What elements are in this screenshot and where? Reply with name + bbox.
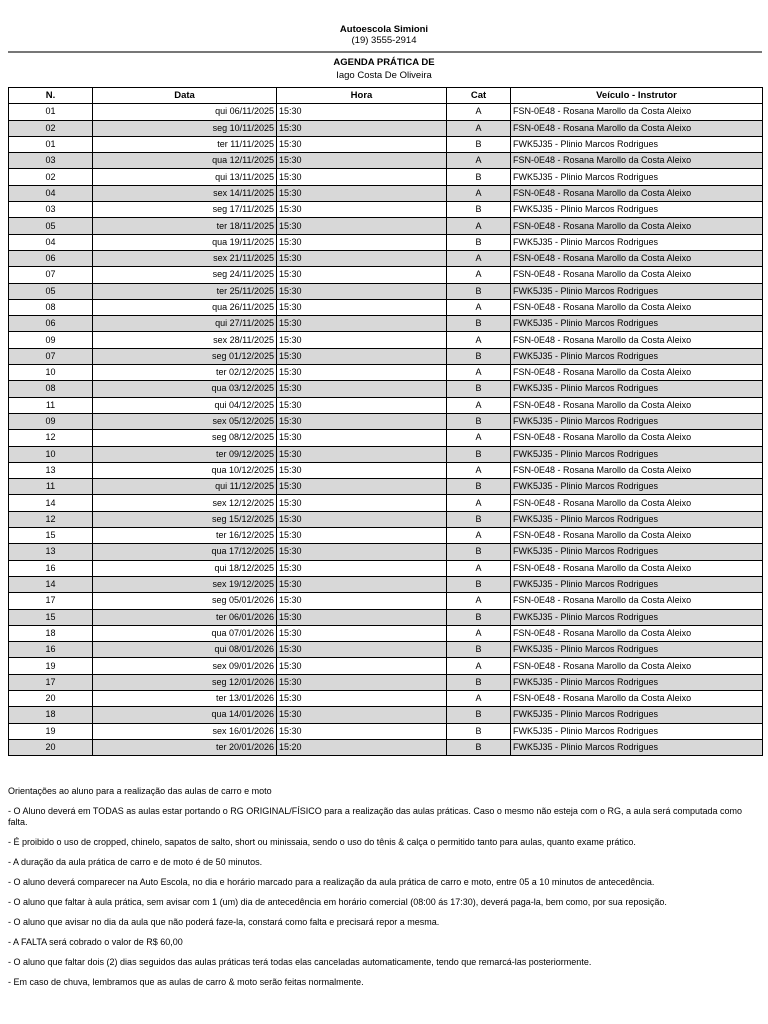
cell-number: 15 xyxy=(9,528,93,544)
cell-number: 19 xyxy=(9,658,93,674)
cell-category: A xyxy=(447,153,511,169)
guideline-item: - O aluno que faltar dois (2) dias seguidos das aulas práticas terá todas elas canceladas automaticamente, tendo que remarcá-las posteriormente. xyxy=(8,957,592,967)
cell-number: 07 xyxy=(9,267,93,283)
guideline-item: - O aluno que avisar no dia da aula que não poderá faze-la, constará como falta e precisará repor a mesma. xyxy=(8,917,440,927)
cell-vehicle-instructor: FSN-0E48 - Rosana Marollo da Costa Aleixo xyxy=(511,185,763,201)
cell-date: sex 09/01/2026 xyxy=(93,658,277,674)
cell-category: B xyxy=(447,283,511,299)
cell-time: 15:30 xyxy=(277,576,447,592)
cell-time: 15:30 xyxy=(277,430,447,446)
column-header-time: Hora xyxy=(277,88,447,104)
cell-date: ter 09/12/2025 xyxy=(93,446,277,462)
cell-number: 09 xyxy=(9,413,93,429)
cell-date: seg 05/01/2026 xyxy=(93,593,277,609)
cell-time: 15:30 xyxy=(277,153,447,169)
table-row xyxy=(9,707,763,723)
cell-time: 15:30 xyxy=(277,185,447,201)
cell-number: 10 xyxy=(9,446,93,462)
cell-date: sex 28/11/2025 xyxy=(93,332,277,348)
cell-category: A xyxy=(447,528,511,544)
cell-vehicle-instructor: FSN-0E48 - Rosana Marollo da Costa Aleixo xyxy=(511,299,763,315)
cell-date: qui 27/11/2025 xyxy=(93,316,277,332)
cell-vehicle-instructor: FSN-0E48 - Rosana Marollo da Costa Aleixo xyxy=(511,430,763,446)
cell-category: B xyxy=(447,609,511,625)
table-row xyxy=(9,528,763,544)
cell-category: A xyxy=(447,185,511,201)
cell-category: B xyxy=(447,316,511,332)
cell-date: seg 10/11/2025 xyxy=(93,120,277,136)
cell-vehicle-instructor: FWK5J35 - Plinio Marcos Rodrigues xyxy=(511,642,763,658)
cell-date: qui 04/12/2025 xyxy=(93,397,277,413)
school-name: Autoescola Simioni xyxy=(339,24,429,35)
table-row xyxy=(9,642,763,658)
cell-category: A xyxy=(447,593,511,609)
cell-number: 11 xyxy=(9,479,93,495)
cell-number: 07 xyxy=(9,348,93,364)
cell-vehicle-instructor: FSN-0E48 - Rosana Marollo da Costa Aleixo xyxy=(511,528,763,544)
cell-number: 15 xyxy=(9,609,93,625)
cell-vehicle-instructor: FSN-0E48 - Rosana Marollo da Costa Aleixo xyxy=(511,104,763,120)
cell-date: qua 26/11/2025 xyxy=(93,299,277,315)
cell-vehicle-instructor: FSN-0E48 - Rosana Marollo da Costa Aleixo xyxy=(511,332,763,348)
cell-date: ter 13/01/2026 xyxy=(93,690,277,706)
student-guidelines xyxy=(8,786,760,997)
cell-date: qui 06/11/2025 xyxy=(93,104,277,120)
cell-vehicle-instructor: FSN-0E48 - Rosana Marollo da Costa Aleixo xyxy=(511,120,763,136)
table-row xyxy=(9,202,763,218)
cell-number: 19 xyxy=(9,723,93,739)
cell-category: A xyxy=(447,104,511,120)
cell-category: B xyxy=(447,413,511,429)
cell-time: 15:30 xyxy=(277,234,447,250)
cell-time: 15:30 xyxy=(277,136,447,152)
cell-date: qua 17/12/2025 xyxy=(93,544,277,560)
table-row xyxy=(9,250,763,266)
guideline-item: - Em caso de chuva, lembramos que as aulas de carro & moto serão feitas normalmente. xyxy=(8,977,364,987)
guideline-item: - A FALTA será cobrado o valor de R$ 60,00 xyxy=(8,937,183,947)
cell-vehicle-instructor: FWK5J35 - Plinio Marcos Rodrigues xyxy=(511,707,763,723)
table-row xyxy=(9,299,763,315)
cell-time: 15:30 xyxy=(277,495,447,511)
cell-date: seg 12/01/2026 xyxy=(93,674,277,690)
cell-time: 15:30 xyxy=(277,690,447,706)
cell-number: 06 xyxy=(9,250,93,266)
cell-category: A xyxy=(447,658,511,674)
cell-time: 15:20 xyxy=(277,739,447,755)
header-divider xyxy=(8,51,762,53)
cell-time: 15:30 xyxy=(277,202,447,218)
cell-vehicle-instructor: FWK5J35 - Plinio Marcos Rodrigues xyxy=(511,283,763,299)
cell-vehicle-instructor: FSN-0E48 - Rosana Marollo da Costa Aleixo xyxy=(511,658,763,674)
cell-time: 15:30 xyxy=(277,316,447,332)
table-row xyxy=(9,674,763,690)
table-row xyxy=(9,218,763,234)
cell-category: A xyxy=(447,495,511,511)
cell-number: 12 xyxy=(9,511,93,527)
table-row xyxy=(9,723,763,739)
column-header-date: Data xyxy=(93,88,277,104)
cell-vehicle-instructor: FWK5J35 - Plinio Marcos Rodrigues xyxy=(511,674,763,690)
cell-category: B xyxy=(447,723,511,739)
agenda-title: AGENDA PRÁTICA DE xyxy=(333,57,435,68)
cell-vehicle-instructor: FSN-0E48 - Rosana Marollo da Costa Aleixo xyxy=(511,365,763,381)
cell-number: 13 xyxy=(9,544,93,560)
cell-category: B xyxy=(447,136,511,152)
cell-time: 15:30 xyxy=(277,413,447,429)
cell-date: ter 16/12/2025 xyxy=(93,528,277,544)
cell-vehicle-instructor: FSN-0E48 - Rosana Marollo da Costa Aleixo xyxy=(511,495,763,511)
cell-vehicle-instructor: FSN-0E48 - Rosana Marollo da Costa Aleixo xyxy=(511,153,763,169)
cell-category: B xyxy=(447,576,511,592)
guideline-item: - A duração da aula prática de carro e de moto é de 50 minutos. xyxy=(8,857,263,867)
cell-number: 20 xyxy=(9,739,93,755)
cell-time: 15:30 xyxy=(277,397,447,413)
cell-category: A xyxy=(447,267,511,283)
table-row xyxy=(9,283,763,299)
cell-time: 15:30 xyxy=(277,609,447,625)
cell-date: sex 05/12/2025 xyxy=(93,413,277,429)
cell-time: 15:30 xyxy=(277,658,447,674)
cell-time: 15:30 xyxy=(277,104,447,120)
column-header-number: N. xyxy=(9,88,93,104)
table-row xyxy=(9,332,763,348)
cell-date: seg 17/11/2025 xyxy=(93,202,277,218)
table-row xyxy=(9,430,763,446)
cell-vehicle-instructor: FSN-0E48 - Rosana Marollo da Costa Aleixo xyxy=(511,250,763,266)
cell-category: B xyxy=(447,479,511,495)
cell-number: 06 xyxy=(9,316,93,332)
cell-vehicle-instructor: FSN-0E48 - Rosana Marollo da Costa Aleixo xyxy=(511,267,763,283)
table-row xyxy=(9,625,763,641)
table-row xyxy=(9,365,763,381)
cell-vehicle-instructor: FSN-0E48 - Rosana Marollo da Costa Aleixo xyxy=(511,462,763,478)
cell-time: 15:30 xyxy=(277,511,447,527)
cell-number: 03 xyxy=(9,153,93,169)
guidelines-heading: Orientações ao aluno para a realização das aulas de carro e moto xyxy=(8,786,272,796)
cell-date: qui 13/11/2025 xyxy=(93,169,277,185)
cell-number: 04 xyxy=(9,234,93,250)
cell-number: 17 xyxy=(9,593,93,609)
cell-vehicle-instructor: FWK5J35 - Plinio Marcos Rodrigues xyxy=(511,544,763,560)
cell-category: A xyxy=(447,690,511,706)
cell-category: A xyxy=(447,299,511,315)
cell-number: 03 xyxy=(9,202,93,218)
cell-time: 15:30 xyxy=(277,381,447,397)
cell-date: sex 14/11/2025 xyxy=(93,185,277,201)
cell-vehicle-instructor: FWK5J35 - Plinio Marcos Rodrigues xyxy=(511,202,763,218)
cell-number: 16 xyxy=(9,642,93,658)
cell-number: 08 xyxy=(9,299,93,315)
cell-number: 18 xyxy=(9,625,93,641)
cell-date: qua 07/01/2026 xyxy=(93,625,277,641)
cell-time: 15:30 xyxy=(277,218,447,234)
table-row xyxy=(9,397,763,413)
table-row xyxy=(9,104,763,120)
cell-number: 11 xyxy=(9,397,93,413)
table-row xyxy=(9,234,763,250)
table-row xyxy=(9,316,763,332)
cell-category: A xyxy=(447,397,511,413)
cell-vehicle-instructor: FWK5J35 - Plinio Marcos Rodrigues xyxy=(511,169,763,185)
cell-time: 15:30 xyxy=(277,625,447,641)
cell-time: 15:30 xyxy=(277,348,447,364)
cell-time: 15:30 xyxy=(277,674,447,690)
cell-category: A xyxy=(447,625,511,641)
cell-date: seg 01/12/2025 xyxy=(93,348,277,364)
table-row xyxy=(9,609,763,625)
cell-number: 05 xyxy=(9,218,93,234)
schedule-table-body xyxy=(9,104,763,756)
table-row xyxy=(9,690,763,706)
cell-time: 15:30 xyxy=(277,283,447,299)
table-row xyxy=(9,544,763,560)
cell-vehicle-instructor: FSN-0E48 - Rosana Marollo da Costa Aleixo xyxy=(511,625,763,641)
table-row xyxy=(9,495,763,511)
cell-category: B xyxy=(447,511,511,527)
cell-vehicle-instructor: FWK5J35 - Plinio Marcos Rodrigues xyxy=(511,348,763,364)
cell-category: A xyxy=(447,120,511,136)
cell-category: A xyxy=(447,462,511,478)
schedule-table xyxy=(8,87,763,756)
cell-category: B xyxy=(447,234,511,250)
table-row xyxy=(9,479,763,495)
column-header-vehicle-instructor: Veículo - Instrutor xyxy=(511,88,763,104)
cell-number: 17 xyxy=(9,674,93,690)
student-name: Iago Costa De Oliveira xyxy=(336,70,432,81)
cell-number: 02 xyxy=(9,120,93,136)
cell-category: B xyxy=(447,544,511,560)
cell-vehicle-instructor: FWK5J35 - Plinio Marcos Rodrigues xyxy=(511,234,763,250)
cell-date: sex 21/11/2025 xyxy=(93,250,277,266)
cell-vehicle-instructor: FWK5J35 - Plinio Marcos Rodrigues xyxy=(511,511,763,527)
cell-number: 02 xyxy=(9,169,93,185)
table-row xyxy=(9,511,763,527)
cell-date: qui 18/12/2025 xyxy=(93,560,277,576)
cell-time: 15:30 xyxy=(277,267,447,283)
cell-time: 15:30 xyxy=(277,593,447,609)
guideline-item: - É proibido o uso de cropped, chinelo, sapatos de salto, short ou minissaia, sendo o uso do tênis & calça o permitido tanto para aulas, quanto exame prático. xyxy=(8,837,636,847)
cell-date: sex 16/01/2026 xyxy=(93,723,277,739)
table-row xyxy=(9,593,763,609)
cell-category: B xyxy=(447,739,511,755)
cell-number: 12 xyxy=(9,430,93,446)
cell-time: 15:30 xyxy=(277,250,447,266)
table-row xyxy=(9,658,763,674)
cell-date: qui 11/12/2025 xyxy=(93,479,277,495)
cell-time: 15:30 xyxy=(277,446,447,462)
cell-number: 01 xyxy=(9,136,93,152)
table-row xyxy=(9,576,763,592)
cell-vehicle-instructor: FWK5J35 - Plinio Marcos Rodrigues xyxy=(511,446,763,462)
cell-date: ter 25/11/2025 xyxy=(93,283,277,299)
cell-category: A xyxy=(447,332,511,348)
cell-time: 15:30 xyxy=(277,528,447,544)
cell-category: A xyxy=(447,430,511,446)
guideline-item: - O aluno que faltar à aula prática, sem avisar com 1 (um) dia de antecedência em horário comercial (08:00 ás 17:30), deverá paga-la, bem como, por sua reposição. xyxy=(8,897,667,907)
cell-time: 15:30 xyxy=(277,365,447,381)
cell-date: sex 12/12/2025 xyxy=(93,495,277,511)
cell-date: ter 11/11/2025 xyxy=(93,136,277,152)
cell-number: 10 xyxy=(9,365,93,381)
cell-category: B xyxy=(447,674,511,690)
cell-vehicle-instructor: FSN-0E48 - Rosana Marollo da Costa Aleixo xyxy=(511,397,763,413)
table-row xyxy=(9,462,763,478)
cell-date: qua 14/01/2026 xyxy=(93,707,277,723)
table-row xyxy=(9,120,763,136)
cell-time: 15:30 xyxy=(277,544,447,560)
cell-category: B xyxy=(447,381,511,397)
guideline-item: - O Aluno deverá em TODAS as aulas estar portando o RG ORIGINAL/FÍSICO para a realização das aulas práticas. Caso o mesmo não esteja com o RG, a aula será computada como falta. xyxy=(8,806,743,827)
cell-number: 14 xyxy=(9,576,93,592)
cell-time: 15:30 xyxy=(277,707,447,723)
guideline-item: - O aluno deverá comparecer na Auto Escola, no dia e horário marcado para a realização da aula prática de carro e moto, entre 05 a 10 minutos de antecedência. xyxy=(8,877,655,887)
cell-date: sex 19/12/2025 xyxy=(93,576,277,592)
cell-time: 15:30 xyxy=(277,723,447,739)
cell-category: B xyxy=(447,642,511,658)
cell-vehicle-instructor: FWK5J35 - Plinio Marcos Rodrigues xyxy=(511,609,763,625)
cell-category: A xyxy=(447,560,511,576)
school-phone: (19) 3555-2914 xyxy=(351,35,417,46)
cell-category: A xyxy=(447,218,511,234)
cell-time: 15:30 xyxy=(277,332,447,348)
table-row xyxy=(9,560,763,576)
cell-number: 04 xyxy=(9,185,93,201)
cell-time: 15:30 xyxy=(277,560,447,576)
cell-number: 05 xyxy=(9,283,93,299)
cell-number: 13 xyxy=(9,462,93,478)
cell-vehicle-instructor: FSN-0E48 - Rosana Marollo da Costa Aleixo xyxy=(511,690,763,706)
table-row xyxy=(9,136,763,152)
cell-time: 15:30 xyxy=(277,462,447,478)
cell-time: 15:30 xyxy=(277,120,447,136)
cell-date: ter 06/01/2026 xyxy=(93,609,277,625)
cell-category: B xyxy=(447,446,511,462)
cell-vehicle-instructor: FWK5J35 - Plinio Marcos Rodrigues xyxy=(511,739,763,755)
column-header-category: Cat xyxy=(447,88,511,104)
cell-date: ter 02/12/2025 xyxy=(93,365,277,381)
cell-vehicle-instructor: FWK5J35 - Plinio Marcos Rodrigues xyxy=(511,413,763,429)
cell-number: 09 xyxy=(9,332,93,348)
cell-date: qua 19/11/2025 xyxy=(93,234,277,250)
cell-category: A xyxy=(447,365,511,381)
table-row xyxy=(9,413,763,429)
cell-number: 14 xyxy=(9,495,93,511)
cell-vehicle-instructor: FWK5J35 - Plinio Marcos Rodrigues xyxy=(511,479,763,495)
cell-date: ter 18/11/2025 xyxy=(93,218,277,234)
cell-date: seg 24/11/2025 xyxy=(93,267,277,283)
cell-category: B xyxy=(447,348,511,364)
cell-time: 15:30 xyxy=(277,299,447,315)
cell-date: qua 12/11/2025 xyxy=(93,153,277,169)
cell-time: 15:30 xyxy=(277,479,447,495)
table-row xyxy=(9,381,763,397)
cell-date: seg 08/12/2025 xyxy=(93,430,277,446)
cell-date: qui 08/01/2026 xyxy=(93,642,277,658)
cell-category: B xyxy=(447,707,511,723)
cell-vehicle-instructor: FWK5J35 - Plinio Marcos Rodrigues xyxy=(511,576,763,592)
cell-vehicle-instructor: FWK5J35 - Plinio Marcos Rodrigues xyxy=(511,723,763,739)
table-row xyxy=(9,739,763,755)
cell-number: 08 xyxy=(9,381,93,397)
table-row xyxy=(9,185,763,201)
table-row xyxy=(9,446,763,462)
cell-number: 01 xyxy=(9,104,93,120)
cell-vehicle-instructor: FWK5J35 - Plinio Marcos Rodrigues xyxy=(511,136,763,152)
cell-vehicle-instructor: FWK5J35 - Plinio Marcos Rodrigues xyxy=(511,381,763,397)
cell-date: seg 15/12/2025 xyxy=(93,511,277,527)
cell-number: 16 xyxy=(9,560,93,576)
table-row xyxy=(9,153,763,169)
cell-date: qua 10/12/2025 xyxy=(93,462,277,478)
cell-vehicle-instructor: FWK5J35 - Plinio Marcos Rodrigues xyxy=(511,316,763,332)
cell-date: qua 03/12/2025 xyxy=(93,381,277,397)
table-row xyxy=(9,348,763,364)
cell-category: B xyxy=(447,169,511,185)
table-row xyxy=(9,267,763,283)
cell-number: 20 xyxy=(9,690,93,706)
cell-category: B xyxy=(447,202,511,218)
table-header-row xyxy=(9,88,763,104)
cell-number: 18 xyxy=(9,707,93,723)
cell-vehicle-instructor: FSN-0E48 - Rosana Marollo da Costa Aleixo xyxy=(511,560,763,576)
cell-vehicle-instructor: FSN-0E48 - Rosana Marollo da Costa Aleixo xyxy=(511,593,763,609)
cell-date: ter 20/01/2026 xyxy=(93,739,277,755)
table-row xyxy=(9,169,763,185)
cell-vehicle-instructor: FSN-0E48 - Rosana Marollo da Costa Aleixo xyxy=(511,218,763,234)
cell-time: 15:30 xyxy=(277,642,447,658)
cell-time: 15:30 xyxy=(277,169,447,185)
cell-category: A xyxy=(447,250,511,266)
